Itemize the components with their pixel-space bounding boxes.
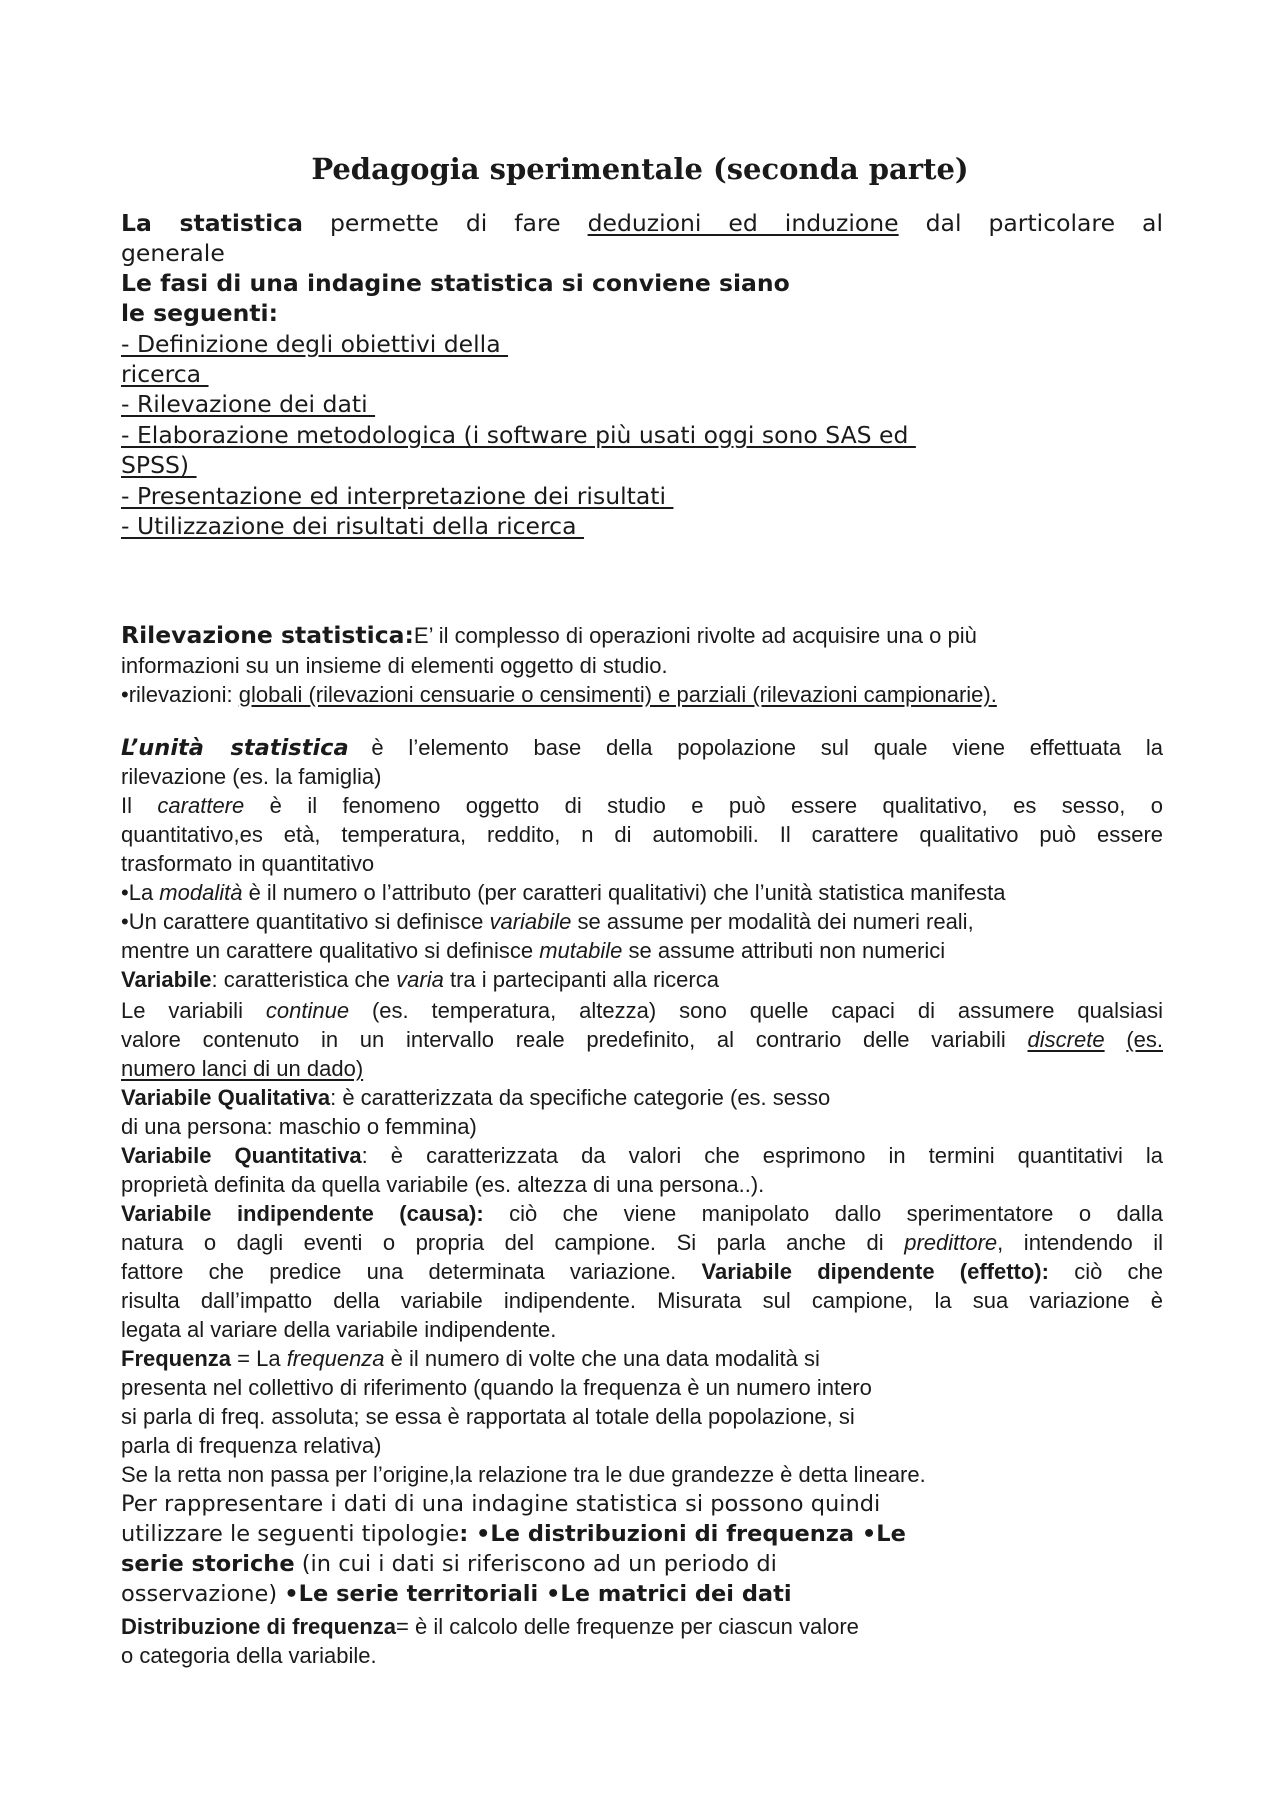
indipendente-line-2 [121,1230,1163,1255]
modalita-pre: •La [121,880,160,905]
rilevazione-bold: Rilevazione statistica: [121,621,414,649]
frequenza-pre: = La [231,1346,287,1371]
unita-line [121,735,1163,762]
distribuzione-text: = è il calcolo delle frequenze per ciascun valore [396,1614,859,1639]
serie-storiche-text: (in cui i dati si riferiscono ad un periodo di [294,1551,777,1577]
fase-item: - Utilizzazione dei risultati della ricerca [121,512,584,540]
serie-territoriali-bold: •Le serie territoriali •Le matrici dei dati [284,1581,792,1607]
fasi-heading-1: Le fasi di una indagine statistica si conviene siano [121,269,790,297]
continue-pre: Le variabili [121,998,243,1023]
variabile-text: tra i partecipanti alla ricerca [443,967,719,992]
statistica-bold: La statistica [121,209,303,237]
fasi-heading-line-2 [121,300,278,327]
quantitativa-line [121,1143,1163,1168]
variabile-pre: : caratteristica che [211,967,397,992]
modalita-italic: modalità [159,880,243,905]
quantitativa-line-2: proprietà definita da quella variabile (es. altezza di una persona..). [121,1172,765,1197]
carattere-line [121,793,1163,818]
carattere-text: è il fenomeno oggetto di studio e può essere qualitativo, es sesso, o [269,793,1163,818]
rappresentare-line-3 [121,1552,777,1578]
rappresentare-pre: utilizzare le seguenti tipologie [121,1521,460,1547]
frequenza-bold: Frequenza [121,1346,232,1371]
quantitativo-line-2 [121,938,945,963]
osservazione-text: osservazione) [121,1581,285,1607]
indipendente-line-5: legata al variare della variabile indipendente. [121,1317,557,1342]
statistica-line-2: generale [121,239,225,267]
fase-item: SPSS) [121,451,197,479]
distribuzione-line [121,1614,859,1639]
serie-storiche-bold: serie storiche [121,1551,295,1577]
fasi-heading [121,270,790,297]
carattere-italic: carattere [157,793,245,818]
rilevazioni-bullet-label: •rilevazioni: [121,682,239,707]
rilevazioni-bullet [121,682,997,707]
predittore-italic: predittore [904,1230,998,1255]
quantitativo-line [121,909,974,934]
page-title: Pedagogia sperimentale (seconda parte) [311,152,969,186]
indipendente-line [121,1201,1163,1226]
frequenza-line-3: si parla di freq. assoluta; se essa è rapportata al totale della popolazione, si [121,1404,855,1429]
frequenza-text: è il numero di volte che una data modalità si [384,1346,820,1371]
predittore-pre: natura o dagli eventi o propria del campione. Si parla anche di [121,1230,884,1255]
distribuzione-bold: Distribuzione di frequenza [121,1614,397,1639]
frequenza-line-2: presenta nel collettivo di riferimento (quando la frequenza è un numero intero [121,1375,872,1400]
fase-item: - Rilevazione dei dati [121,390,376,418]
frequenza-line-4: parla di frequenza relativa) [121,1433,382,1458]
rappresentare-line-4 [121,1582,792,1608]
quantitativa-bold: Variabile Quantitativa [121,1143,362,1168]
retta-line: Se la retta non passa per l’origine,la relazione tra le due grandezze è detta lineare. [121,1462,926,1487]
indipendente-text: ciò che viene manipolato dallo sperimentatore o dalla [509,1201,1163,1226]
carattere-pre: Il [121,793,132,818]
quantitativo-text: se assume per modalità dei numeri reali, [571,909,974,934]
distribuzione-line-2: o categoria della variabile. [121,1643,377,1668]
continue-line [121,998,1163,1023]
variabile-line [121,967,719,992]
varia-italic: varia [396,967,444,992]
distribuzioni-bold: : •Le distribuzioni di frequenza •Le [459,1521,906,1547]
mutabile-pre: mentre un carattere qualitativo si definisce [121,938,540,963]
rilevazione-line [121,622,977,649]
indipendente-line-3 [121,1259,1163,1284]
rilevazione-line-2: informazioni su un insieme di elementi oggetto di studio. [121,653,668,678]
discrete-underlined: (es. [1126,1027,1163,1052]
variabile-italic: variabile [489,909,572,934]
continue-line-2 [121,1027,1163,1052]
unita-text: è l’elemento base della popolazione sul quale viene effettuata la [371,735,1163,760]
fase-item: ricerca [121,360,209,388]
frequenza-line [121,1346,820,1371]
discrete-pre: valore contenuto in un intervallo reale predefinito, al contrario delle variabili [121,1027,1006,1052]
qualitativa-line [121,1085,830,1110]
deduzioni-underlined: deduzioni ed induzione [587,209,899,237]
continue-text: (es. temperatura, altezza) sono quelle capaci di assumere qualsiasi [371,998,1163,1023]
unita-bold-italic: L’unità statistica [121,735,349,761]
rappresentare-line-2 [121,1522,906,1548]
discrete-italic-underlined: discrete [1027,1027,1105,1052]
frequenza-italic: frequenza [286,1346,385,1371]
variabile-bold: Variabile [121,967,212,992]
quantitativa-text: : è caratterizzata da valori che esprimono in termini quantitativi la [361,1143,1163,1168]
mutabile-italic: mutabile [539,938,623,963]
indipendente-bold: Variabile indipendente (causa): [121,1201,484,1226]
fase-item: - Elaborazione metodologica (i software più usati oggi sono SAS ed [121,421,916,449]
fasi-heading-2: le seguenti: [121,299,279,327]
rilevazione-text: E’ il complesso di operazioni rivolte ad acquisire una o più [413,623,977,648]
rilevazioni-bullet-underlined: globali (rilevazioni censuarie o censimenti) e parziali (rilevazioni campionarie). [238,682,997,707]
carattere-line-3: trasformato in quantitativo [121,851,375,876]
continue-line-3: numero lanci di un dado) [121,1056,364,1081]
qualitativa-bold: Variabile Qualitativa [121,1085,331,1110]
unita-line-2: rilevazione (es. la famiglia) [121,764,382,789]
quantitativo-pre: •Un carattere quantitativo si definisce [121,909,490,934]
dipendente-pre: fattore che predice una determinata variazione. [121,1259,677,1284]
statistica-text-end: dal particolare al [925,209,1163,237]
dipendente-bold: Variabile dipendente (effetto): [701,1259,1049,1284]
statistica-line [121,210,1163,237]
continue-italic: continue [265,998,350,1023]
carattere-line-2: quantitativo,es età, temperatura, reddito, n di automobili. Il carattere qualitativo può essere [121,822,1163,847]
rappresentare-line: Per rappresentare i dati di una indagine statistica si possono quindi [121,1491,881,1517]
fase-item: - Presentazione ed interpretazione dei risultati [121,482,674,510]
fase-item: - Definizione degli obiettivi della [121,330,509,358]
qualitativa-line-2: di una persona: maschio o femmina) [121,1114,477,1139]
statistica-text: permette di fare [329,209,561,237]
indipendente-line-4: risulta dall’impatto della variabile indipendente. Misurata sul campione, la sua variazione è [121,1288,1163,1313]
qualitativa-text: : è caratterizzata da specifiche categorie (es. sesso [330,1085,831,1110]
predittore-text: , intendendo il [997,1230,1163,1255]
modalita-line [121,880,1005,905]
modalita-text: è il numero o l’attributo (per caratteri qualitativi) che l’unità statistica manifesta [242,880,1006,905]
mutabile-text: se assume attributi non numerici [622,938,946,963]
dipendente-text: ciò che [1074,1259,1163,1284]
